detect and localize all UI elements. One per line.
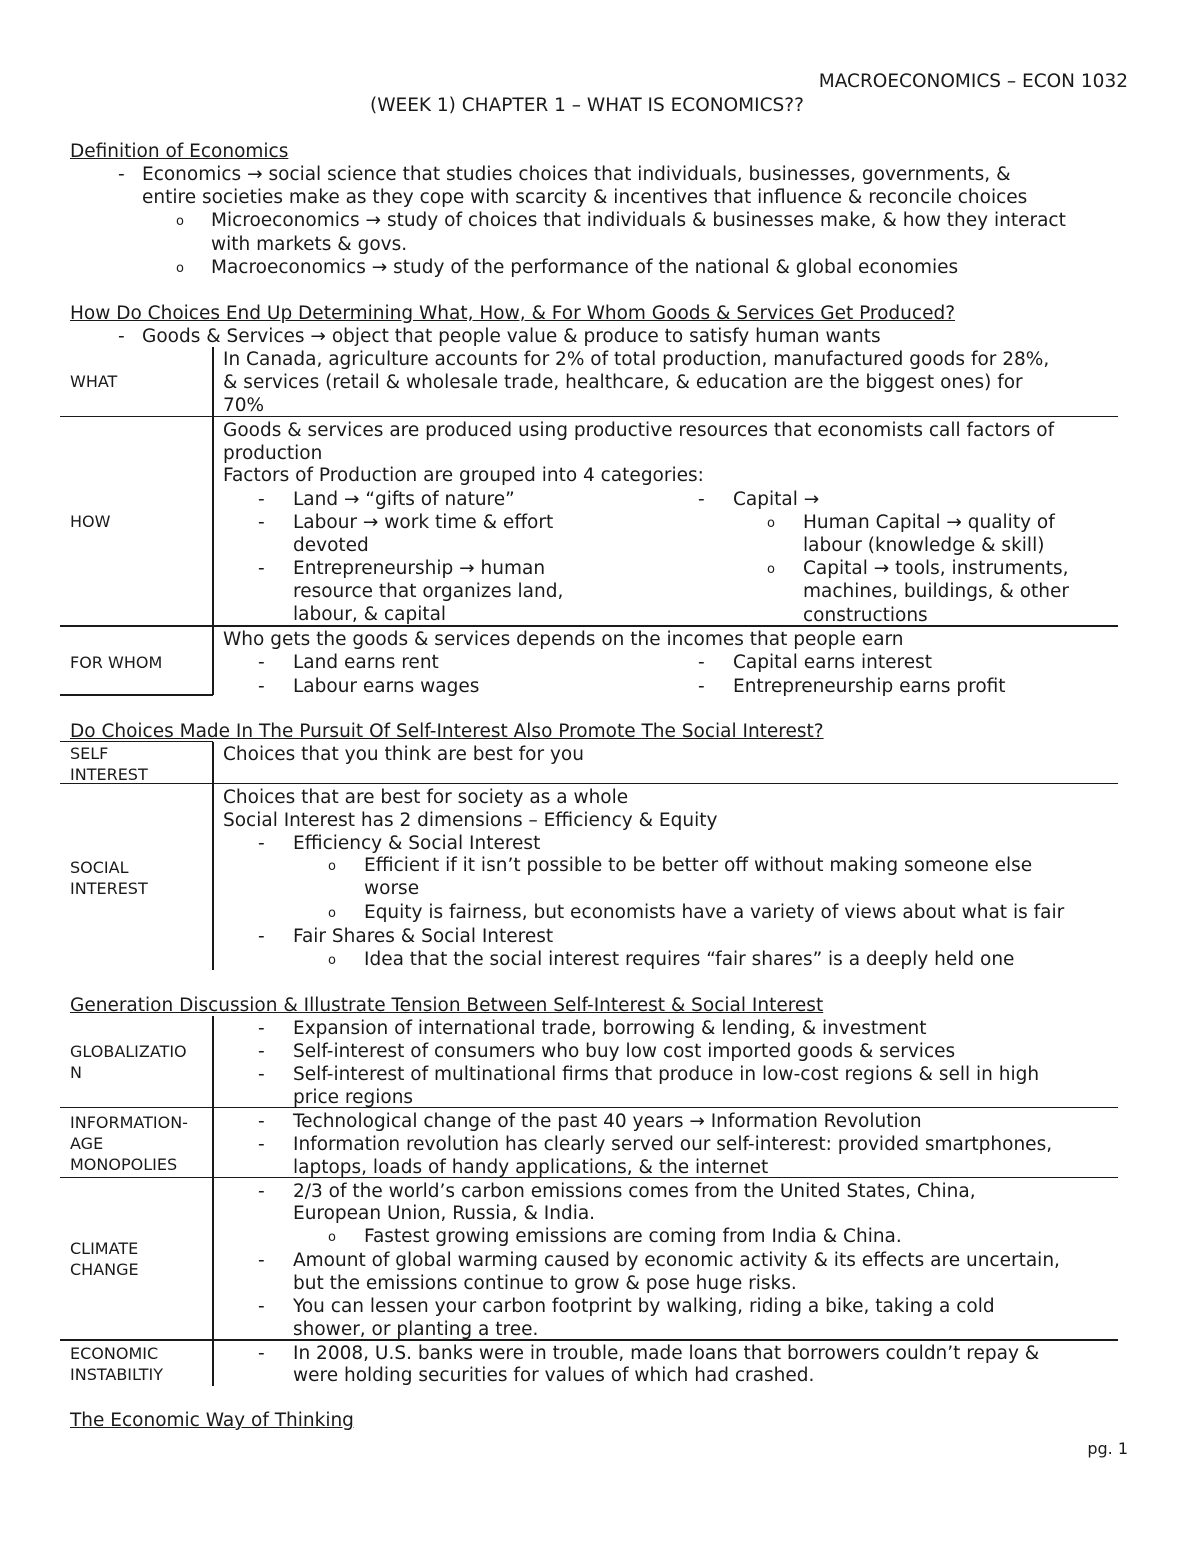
section-heading-generation-discussion: Generation Discussion & Illustrate Tension Between Self-Interest & Social Interest [70, 995, 824, 1016]
sub-bullet-circle: o [176, 214, 184, 229]
instability-point: In 2008, U.S. banks were in trouble, made loans that borrowers couldn’t repay & [293, 1343, 1040, 1364]
globalization-point: Expansion of international trade, borrowing & lending, & investment [293, 1018, 927, 1039]
row-label-what: WHAT [70, 372, 118, 391]
labour-earns-wages: Labour earns wages [293, 676, 480, 697]
social-interest-text: Choices that are best for society as a whole [223, 787, 629, 808]
bullet-dash: - [698, 676, 705, 697]
factor-land: Land → “gifts of nature” [293, 489, 515, 510]
how-text: production [223, 443, 323, 464]
table-rule [60, 694, 213, 696]
row-label-self-interest: SELF INTEREST [70, 744, 148, 784]
macroeconomics-definition: Macroeconomics → study of the performance of the national & global economies [211, 257, 959, 278]
sub-bullet-circle: o [328, 906, 336, 921]
factor-labour-cont: devoted [293, 535, 369, 556]
globalization-point: Self-interest of multinational firms that produce in low-cost regions & sell in high [293, 1064, 1040, 1085]
bullet-dash: - [258, 558, 265, 579]
sub-bullet-circle: o [767, 516, 775, 531]
page-number: pg. 1 [1087, 1439, 1128, 1458]
social-interest-text: Social Interest has 2 dimensions – Efficiency & Equity [223, 810, 718, 831]
bullet-dash: - [258, 1111, 265, 1132]
self-interest-text: Choices that you think are best for you [223, 744, 584, 765]
for-whom-text: Who gets the goods & services depends on the incomes that people earn [223, 629, 904, 650]
bullet-dash: - [258, 676, 265, 697]
table-divider [212, 347, 214, 695]
section-heading-definition: Definition of Economics [70, 141, 289, 162]
table-divider [212, 1016, 214, 1386]
factor-entrepreneurship: Entrepreneurship → human [293, 558, 546, 579]
capital-earns-interest: Capital earns interest [733, 652, 932, 673]
physical-capital-cont: constructions [803, 605, 928, 626]
instability-point-cont: were holding securities for values of which had crashed. [293, 1365, 815, 1386]
bullet-dash: - [258, 489, 265, 510]
row-label-how: HOW [70, 512, 111, 531]
row-label-social-interest: SOCIAL INTEREST [70, 858, 148, 898]
bullet-dash: - [698, 489, 705, 510]
fair-shares-item: Fair Shares & Social Interest [293, 926, 554, 947]
climate-subpoint: Fastest growing emissions are coming from India & China. [364, 1226, 902, 1247]
entrepreneurship-earns-profit: Entrepreneurship earns profit [733, 676, 1006, 697]
physical-capital: Capital → tools, instruments, [803, 558, 1069, 579]
what-text: In Canada, agriculture accounts for 2% of total production, manufactured goods for 28%, [223, 349, 1050, 370]
table-rule [60, 416, 1118, 417]
globalization-point-cont: price regions [293, 1087, 414, 1108]
sub-bullet-circle: o [176, 261, 184, 276]
economics-definition: Economics → social science that studies choices that individuals, businesses, governments, & [142, 164, 1011, 185]
factor-capital: Capital → [733, 489, 820, 510]
bullet-dash: - [118, 164, 125, 185]
table-rule [60, 741, 213, 742]
table-rule [60, 783, 1118, 784]
table-rule [60, 1339, 1118, 1341]
bullet-dash: - [258, 1134, 265, 1155]
economics-definition-cont: entire societies make as they cope with scarcity & incentives that influence & reconcile choices [142, 187, 1028, 208]
table-rule [60, 625, 1118, 627]
climate-point: You can lessen your carbon footprint by walking, riding a bike, taking a cold [293, 1296, 995, 1317]
climate-point: 2/3 of the world’s carbon emissions comes from the United States, China, [293, 1181, 976, 1202]
row-label-information-age: INFORMATION- AGE MONOPOLIES [70, 1113, 188, 1174]
equity-detail: Equity is fairness, but economists have a variety of views about what is fair [364, 902, 1065, 923]
land-earns-rent: Land earns rent [293, 652, 439, 673]
physical-capital-cont: machines, buildings, & other [803, 581, 1069, 602]
how-text: Goods & services are produced using productive resources that economists call factors of [223, 420, 1055, 441]
information-point-cont: laptops, loads of handy applications, & the internet [293, 1157, 769, 1178]
information-point: Technological change of the past 40 years → Information Revolution [293, 1111, 922, 1132]
bullet-dash: - [118, 326, 125, 347]
climate-point: Amount of global warming caused by economic activity & its effects are uncertain, [293, 1250, 1060, 1271]
course-title: MACROECONOMICS – ECON 1032 [818, 71, 1128, 92]
bullet-dash: - [258, 652, 265, 673]
bullet-dash: - [258, 1064, 265, 1085]
sub-bullet-circle: o [328, 1230, 336, 1245]
sub-bullet-circle: o [328, 953, 336, 968]
what-text: 70% [223, 395, 265, 416]
factor-labour: Labour → work time & effort [293, 512, 554, 533]
table-rule [60, 1107, 1118, 1108]
microeconomics-definition-cont: with markets & govs. [211, 234, 408, 255]
table-divider [212, 742, 214, 970]
bullet-dash: - [698, 652, 705, 673]
row-label-for-whom: FOR WHOM [70, 653, 163, 672]
bullet-dash: - [258, 1250, 265, 1271]
goods-services-definition: Goods & Services → object that people value & produce to satisfy human wants [142, 326, 881, 347]
sub-bullet-circle: o [328, 859, 336, 874]
climate-point-cont: but the emissions continue to grow & pose huge risks. [293, 1273, 797, 1294]
climate-point-cont: European Union, Russia, & India. [293, 1203, 596, 1224]
bullet-dash: - [258, 1296, 265, 1317]
globalization-point: Self-interest of consumers who buy low cost imported goods & services [293, 1041, 956, 1062]
bullet-dash: - [258, 1018, 265, 1039]
chapter-title: (WEEK 1) CHAPTER 1 – WHAT IS ECONOMICS?? [370, 95, 804, 116]
section-heading-what-how-whom: How Do Choices End Up Determining What, How, & For Whom Goods & Services Get Produced? [70, 303, 956, 324]
factor-entrepreneurship-cont: labour, & capital [293, 604, 447, 625]
bullet-dash: - [258, 512, 265, 533]
bullet-dash: - [258, 1041, 265, 1062]
sub-bullet-circle: o [767, 562, 775, 577]
how-text: Factors of Production are grouped into 4 categories: [223, 465, 704, 486]
human-capital-cont: labour (knowledge & skill) [803, 535, 1045, 556]
efficiency-detail-cont: worse [364, 878, 420, 899]
row-label-economic-instability: ECONOMIC INSTABILTIY [70, 1344, 163, 1384]
section-heading-economic-way: The Economic Way of Thinking [70, 1410, 354, 1431]
bullet-dash: - [258, 1181, 265, 1202]
information-point: Information revolution has clearly served our self-interest: provided smartphones, [293, 1134, 1053, 1155]
what-text: & services (retail & wholesale trade, healthcare, & education are the biggest ones) for [223, 372, 1023, 393]
section-heading-self-social: Do Choices Made In The Pursuit Of Self-Interest Also Promote The Social Interest? [70, 721, 824, 742]
row-label-climate-change: CLIMATE CHANGE [70, 1239, 139, 1279]
fair-shares-detail: Idea that the social interest requires “fair shares” is a deeply held one [364, 949, 1015, 970]
human-capital: Human Capital → quality of [803, 512, 1055, 533]
bullet-dash: - [258, 1343, 265, 1364]
bullet-dash: - [258, 833, 265, 854]
climate-point-cont: shower, or planting a tree. [293, 1319, 539, 1340]
factor-entrepreneurship-cont: resource that organizes land, [293, 581, 564, 602]
efficiency-item: Efficiency & Social Interest [293, 833, 541, 854]
row-label-globalization: GLOBALIZATIO N [70, 1042, 187, 1082]
bullet-dash: - [258, 926, 265, 947]
microeconomics-definition: Microeconomics → study of choices that individuals & businesses make, & how they interact [211, 210, 1066, 231]
efficiency-detail: Efficient if it isn’t possible to be better off without making someone else [364, 855, 1033, 876]
